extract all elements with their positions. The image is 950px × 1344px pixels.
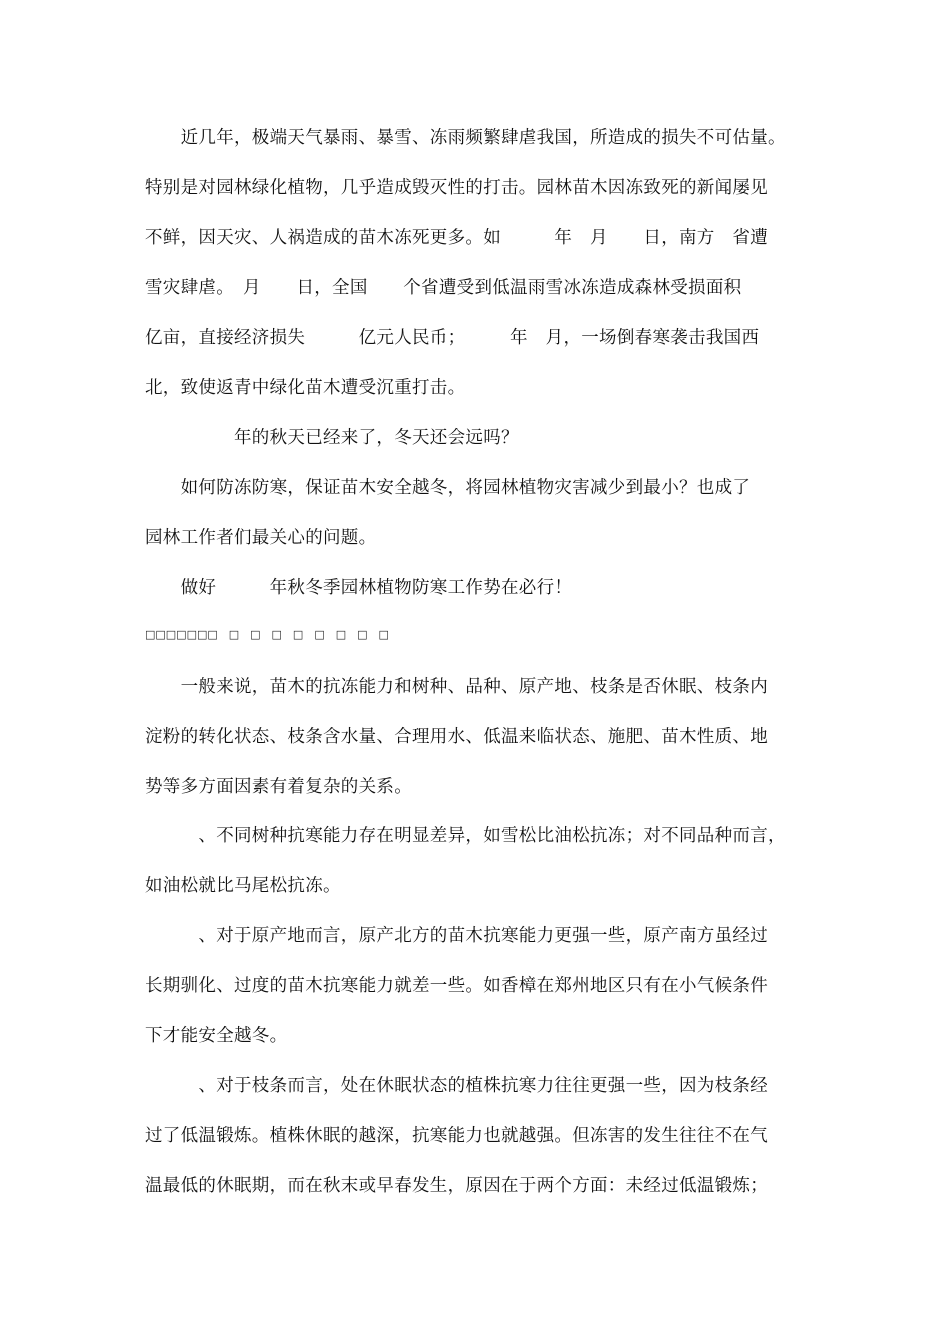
text-line: 雪灾肆虐。 月 日，全国 个省遭受到低温雨雪冰冻造成森林受损面积 (145, 278, 742, 298)
text-line: 下才能安全越冬。 (145, 1026, 288, 1046)
text-line: 近几年，极端天气暴雨、暴雪、冻雨频繁肆虐我国，所造成的损失不可估量。 (145, 128, 786, 148)
garbled-heading: □□□□□□□ □ □ □ □ □ □ □ □ (145, 628, 389, 641)
text-line: 势等多方面因素有着复杂的关系。 (145, 777, 412, 797)
text-line: 园林工作者们最关心的问题。 (145, 528, 377, 548)
text-line: 、对于枝条而言，处在休眠状态的植株抗寒力往往更强一些，因为枝条经 (145, 1076, 768, 1096)
text-line: 不鲜，因天灾、人祸造成的苗木冻死更多。如 年 月 日，南方 省遭 (145, 228, 768, 248)
text-line: 如何防冻防寒，保证苗木安全越冬，将园林植物灾害减少到最小？也成了 (145, 478, 751, 498)
text-line: 亿亩，直接经济损失 亿元人民币； 年 月，一场倒春寒袭击我国西 (145, 328, 760, 348)
text-line: 特别是对园林绿化植物，几乎造成毁灭性的打击。园林苗木因冻致死的新闻屡见 (145, 178, 768, 198)
text-line: 做好 年秋冬季园林植物防寒工作势在必行！ (145, 578, 573, 598)
text-line: 年的秋天已经来了，冬天还会远吗？ (145, 428, 519, 448)
text-line: 北，致使返青中绿化苗木遭受沉重打击。 (145, 378, 466, 398)
text-line: 一般来说，苗木的抗冻能力和树种、品种、原产地、枝条是否休眠、枝条内 (145, 677, 768, 697)
text-line: 、对于原产地而言，原产北方的苗木抗寒能力更强一些，原产南方虽经过 (145, 926, 768, 946)
text-line: 过了低温锻炼。植株休眠的越深，抗寒能力也就越强。但冻害的发生往往不在气 (145, 1126, 768, 1146)
text-line: 长期驯化、过度的苗木抗寒能力就差一些。如香樟在郑州地区只有在小气候条件 (145, 976, 768, 996)
text-line: 、不同树种抗寒能力存在明显差异，如雪松比油松抗冻；对不同品种而言， (145, 826, 786, 846)
text-line: 如油松就比马尾松抗冻。 (145, 876, 341, 896)
text-line: 淀粉的转化状态、枝条含水量、合理用水、低温来临状态、施肥、苗木性质、地 (145, 727, 768, 747)
text-line: 温最低的休眠期，而在秋末或早春发生，原因在于两个方面：未经过低温锻炼； (145, 1176, 768, 1196)
